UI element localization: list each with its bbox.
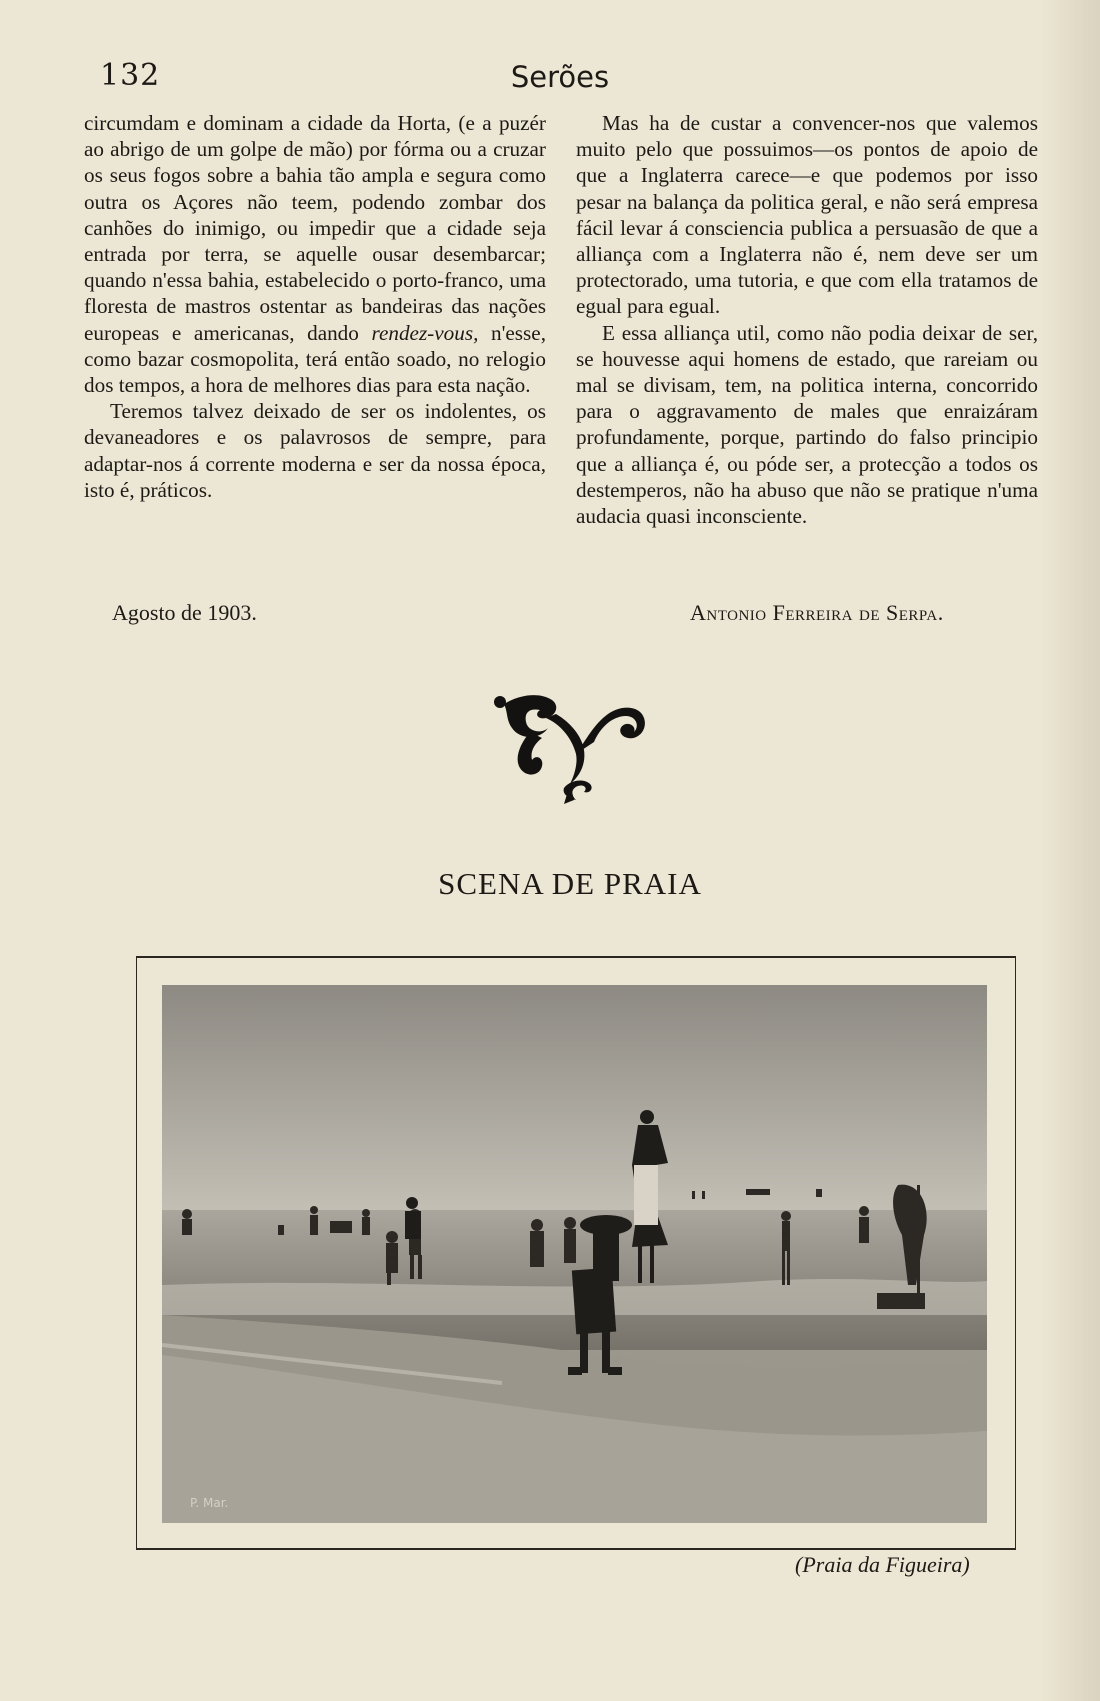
frame-rule-left bbox=[136, 958, 137, 1548]
running-title: Serões bbox=[510, 60, 610, 94]
left-paragraph-2: Teremos talvez deixado de ser os indolentes, os devaneadores e os palavrosos de sempre, para adaptar-nos á corrente moderna e ser da nossa época, isto é, práticos. bbox=[84, 399, 546, 502]
svg-text:P. Mar.: P. Mar. bbox=[190, 1496, 229, 1510]
left-paragraph-1-end: n'esse, como bazar cosmopolita, terá então soado, no relogio dos tempos, a hora de melhores dias para esta nação. bbox=[84, 320, 546, 398]
left-column bbox=[84, 110, 546, 503]
floral-fleuron-icon bbox=[490, 688, 650, 808]
author-signature: Antonio Ferreira de Serpa. bbox=[690, 600, 944, 625]
dateline: Agosto de 1903. bbox=[112, 600, 257, 625]
page-number: 132 bbox=[100, 58, 161, 93]
left-paragraph-1 bbox=[84, 110, 546, 398]
section-title: SCENA DE PRAIA bbox=[438, 866, 702, 901]
italic-phrase: rendez-vous, bbox=[371, 320, 479, 345]
right-column bbox=[576, 110, 1038, 529]
left-paragraph-1-text: circumdam e dominam a cidade da Horta, (e a puzér ao abrigo de um golpe de mão) por fórma ou a cruzar os seus fogos sobre a bahia tão ampla e segura como outra os Açores não teem, podendo zombar dos canhões do inimigo, ou impedir que a cidade seja entrada por terra, se aquelle ousar desembarcar; quando n'essa bahia, estabelecido o porto-franco, uma floresta de mastros ostentar as bandeiras das nações europeas e americanas, dando bbox=[84, 111, 546, 345]
right-paragraph-2: E essa alliança util, como não podia deixar de ser, se houvesse aqui homens de estado, que rareiam ou mal se divisam, tem, na politica interna, concorrido para o aggravamento de males que enraizáram profundamente, porque, partindo do falso principio que a alliança é, ou póde ser, a protecção a todos os destemperos, não ha abuso que não se pratique n'uma audacia quasi inconsciente. bbox=[576, 320, 1038, 529]
photo-caption: (Praia da Figueira) bbox=[795, 1552, 970, 1577]
frame-rule-right bbox=[1015, 958, 1016, 1548]
frame-rule-top bbox=[136, 956, 1016, 958]
beach-scene-photo bbox=[162, 985, 987, 1523]
page-edge-shadow bbox=[1040, 0, 1100, 1701]
right-paragraph-1: Mas ha de custar a convencer-nos que valemos muito pelo que possuimos—os pontos de apoio de que a Inglaterra carece—e que podemos por isso pesar na balança da politica geral, e não será empresa fácil levar á consciencia publica a persuasão de que a alliança com a Inglaterra não é, nem deve ser um protectorado, uma tutoria, e que com ella tratamos de egual para egual. bbox=[576, 111, 1038, 319]
frame-rule-bottom bbox=[136, 1548, 1016, 1550]
